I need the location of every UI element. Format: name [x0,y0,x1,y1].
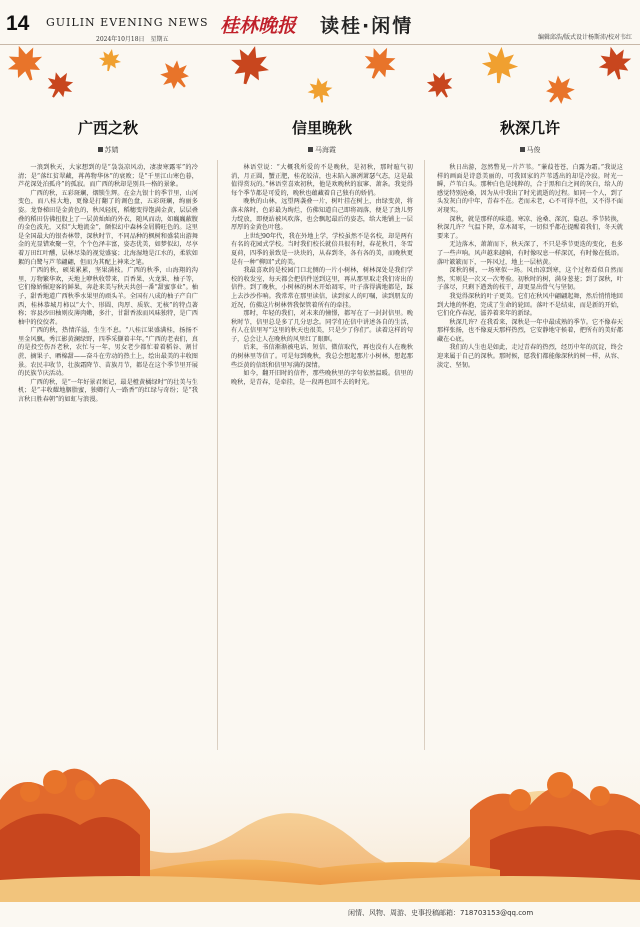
section-title: 读桂·闲情 [320,15,414,37]
paragraph: 林语堂说：“大概我所爱的不是晚秋，是初秋，那时暄气初消，月正圆，蟹正肥，桂花皎洁，也未陷入凛冽萧瑟气态，这是最值得赏玩的。”林语堂喜欢初秋，他是欢晚秋的寂寥、萧条。我觉得每个季节都是可爱的，晚秋也蕴藏着自己独有的娇俏。 [231,164,413,197]
autumn-leaves-top-illustration [0,45,640,115]
paragraph: 秋日出游，忽然瞥见一片芦苇。“蒹葭苍苍，白露为霜。”我说这样的画面是诗意美丽的，可我回家的芦苇透出的却是冷寂。时光一瞬，芦苇白头。那种白色是纯粹的，合于黑和白之间的灰白，给人的感觉特别沧桑，因为从中我出了时光流逝的过程。如同一个人，到了头发灰白的中年，青春不在。老而未老，心不可得不但，又不得不面对现实。 [437,164,623,214]
autumn-landscape-illustration [0,730,640,902]
paragraph: 广西的秋，热情洋溢，生生不息。“八桂江果盛满桂，扬扬不里金风飘。秀江影黄澜绿野，四季采撷着丰年。”广西的老表们，真的是投空伤吾老秋，农忙与一年，男女老少都忙着着稻谷、割甘蔗、摘果子、晒棉甜——奋斗在劳动的热土上，绘出最美的丰收图景。农民丰收节，壮族霜降节、苗族月节，都是在这个季节里开展的民族节庆活动。 [18,327,198,378]
article-column-2 [231,117,413,387]
column-divider [217,160,218,750]
article-author [231,145,413,155]
paragraph: 广西的秋，五彩斑斓，烟锁生辉。在金九银十的季节里，山河变色，而八桂大地，更像是打翻了的调色盘，五彩斑斓，绚丽多姿。龙脊梯田是金黄色的，秋风轻抚，稻穗变得饱满金黄，层层叠叠的稻田仿佛扭股上了一层黄灿灿的外衣，随风而动，如巍巍蔽腹的金色波光，又似“大地流金”，颇似幻中森林金屑腾旺色的。这里是全国最大的银杏林带，深秋时节，不同品种的枫树和盛装出游舞金的光显错欢聚一堂，个个色泽丰富，姿态优美，如梦似幻，尽享着万田红叶醺，层林尽染的视觉盛宴；北海湿地是江水的，柔软如絮的白鹭与芦苇翩翩，但而为其配上神来之笔。 [18,189,198,266]
author-name: 马海霞 [315,146,336,154]
paragraph: 那时，年轻的我们，对未来的憧憬，都写在了一封封信里。晚秋时节，信里总是多了几分思念。同学们在信中讲述各自的生活，有人在信里写“这里的秋天也很美，只是少了你们”。读着这样的句子，总会让人在晚秋的风里红了眼眶。 [231,310,413,343]
article-author [18,145,198,155]
paragraph: 广西的秋，是“一年好景君须记，最是橙黄橘绿时”的壮美与生机；是“丰收耀地胭脂蜜，独卿行人一路香”的红绿与奇纷；是“我言秋日胜春朝”的如虹与浪漫。 [18,378,198,404]
article-column-3 [437,117,623,370]
paragraph: 广西的秋，硕果累累，坚果满枝。广西的秋季，山海翔的沟里，万物繁华欢，天地上咿秋收带来，百香果、火龙果、柚子等，它们像娇媚迎客的鲜果，奔赴来美与秋天共创一番“甜蜜事业”。柚子，甜香地道广西秋季水果里的顽头羊。全国有八成的柚子产自广西，桂林恭城月柿以“大个、形圆、肉厚、质软、无核”的特点著称；容县沙田柚则皮薄肉嫩，多汁，甘甜香浓而风味独特，是广西柚中的佼佼者。 [18,267,198,326]
article-body [231,164,413,387]
byline-square-icon [520,147,525,152]
submission-contact: 闲情、风物、周游、史事投稿邮箱：718703153@qq.com [348,909,534,917]
article-body [437,164,623,370]
paragraph: 我觉得深秋的叶子更美。它们在秋风中翩翩起舞，然后悄悄地回到大地的怀抱，完成了生命的轮回。落叶不是结束，而是新的开始，它们化作春泥，滋养着来年的新绿。 [437,292,623,318]
author-name: 马俊 [526,146,541,154]
footer-bar [0,902,640,927]
paragraph: 一浪到秋天，大家想到的是“袅袅凉风动，凄凄寒露零”的冷清；是“落红贫翠藏，苒苒物华休”的衰败；是“千里江山寒色暮，芦花深处泊孤舟”的孤寂。而广西的秋却是别具一格的景象。 [18,164,198,189]
article-author [437,145,623,155]
article-title: 秋深几许 [499,119,560,137]
editor-credits: 编辑邱浩/版式设计杨斯沛/校对韦红 [537,34,632,41]
paragraph: 秋深几许？在我看来，深秋是一年中最成熟的季节。它不像春天那样张扬，也不像夏天那样热烈，它安静地守候着，把所有的美好都藏在心底。 [437,318,623,343]
paragraph: 我最喜欢的是校园门口北侧的一片小树林，树林深处是我们学校的收发室，每天都会把信件送到这里，再从那里取走我们寄出的信件。到了晚秋，小树林的树木开始凋零，叶子落得满地都是，踩上去沙沙作响。我常常在那里读信，读到家人的叮嘱，读到朋友的近况，仿佛这片树林替我保管着所有的牵挂。 [231,267,413,309]
paragraph: 上世纪90年代，我在外地上学，学校虽然不是名校，却是两有有名的花园式学校。当时我们校长就倍具很有时，春花秋月，冬雪夏荷，四季的景致是一块块的，从春到冬，各有各的美，而晚秋更是有一种“柳回”式的美。 [231,232,413,266]
paragraph: 深秋的树，一场寒似一场。风由凉到寒，这个过程看似自然而然，实则是一次又一次考验。初秋时的树，满身葱茏；到了深秋，叶子落尽，只剩下遒劲的枝干，却更显出骨气与坚韧。 [437,267,623,292]
paragraph: 晚秋的山林，远望两袭叠一片，树叶挂在树上，由绿变黄，将落未落时，色彩最为绚烂，仿佛知道自己即将凋落，便是了劲儿努力绽放，即便站被风吹落，也会飘起最后的姿态，给大地铺上一层厚厚的金黄色叶毯。 [231,198,413,232]
paragraph: 无边落木，萧萧而下，秋天深了，不只是季节更迭的变化，也多了一些声响。风声越来越响，有时像叹息一样深沉，有时像在低语。落叶簌簌而下，一阵风过，地上一层枯黄。 [437,241,623,266]
article-title: 信里晚秋 [291,119,352,137]
paragraph: 深秋，就是那样的味道。寒凉、沧桑、深沉、隐忍。季节转换，秋深几许？气温下降，草木凋零，一切似乎都在提醒着我们，冬天就要来了。 [437,215,623,240]
paragraph: 我们的人生也是如此，走过青春的热烈，经历中年的沉淀，终会迎来属于自己的深秋。那时候，愿我们都能像深秋的树一样，从容、淡定、坚韧。 [437,344,623,369]
byline-square-icon [98,147,103,152]
column-divider [424,160,425,750]
paragraph: 后来，书信渐渐被电话、短信、微信取代，再也没有人在晚秋的树林里等信了。可是每到晚秋，我总会想起那片小树林，想起那些泛黄的信纸和信里写满的深情。 [231,344,413,369]
paragraph: 如今，翻开旧时的信件，那些晚秋里的字句依然温暖。信里的晚秋，是青春，是牵挂，是一段再也回不去的时光。 [231,370,413,386]
byline-square-icon [308,147,313,152]
article-body [18,164,198,405]
dateline: 2024年10月18日 星期五 [96,36,169,43]
paper-name: GUILIN EVENING NEWS [46,16,209,29]
article-column-1 [18,117,198,405]
author-name: 苏婧 [104,146,119,154]
article-title: 广西之秋 [77,119,138,137]
brand-logo: 桂林晚报 [220,15,297,37]
page-number: 14 [6,12,30,35]
masthead [0,0,640,44]
